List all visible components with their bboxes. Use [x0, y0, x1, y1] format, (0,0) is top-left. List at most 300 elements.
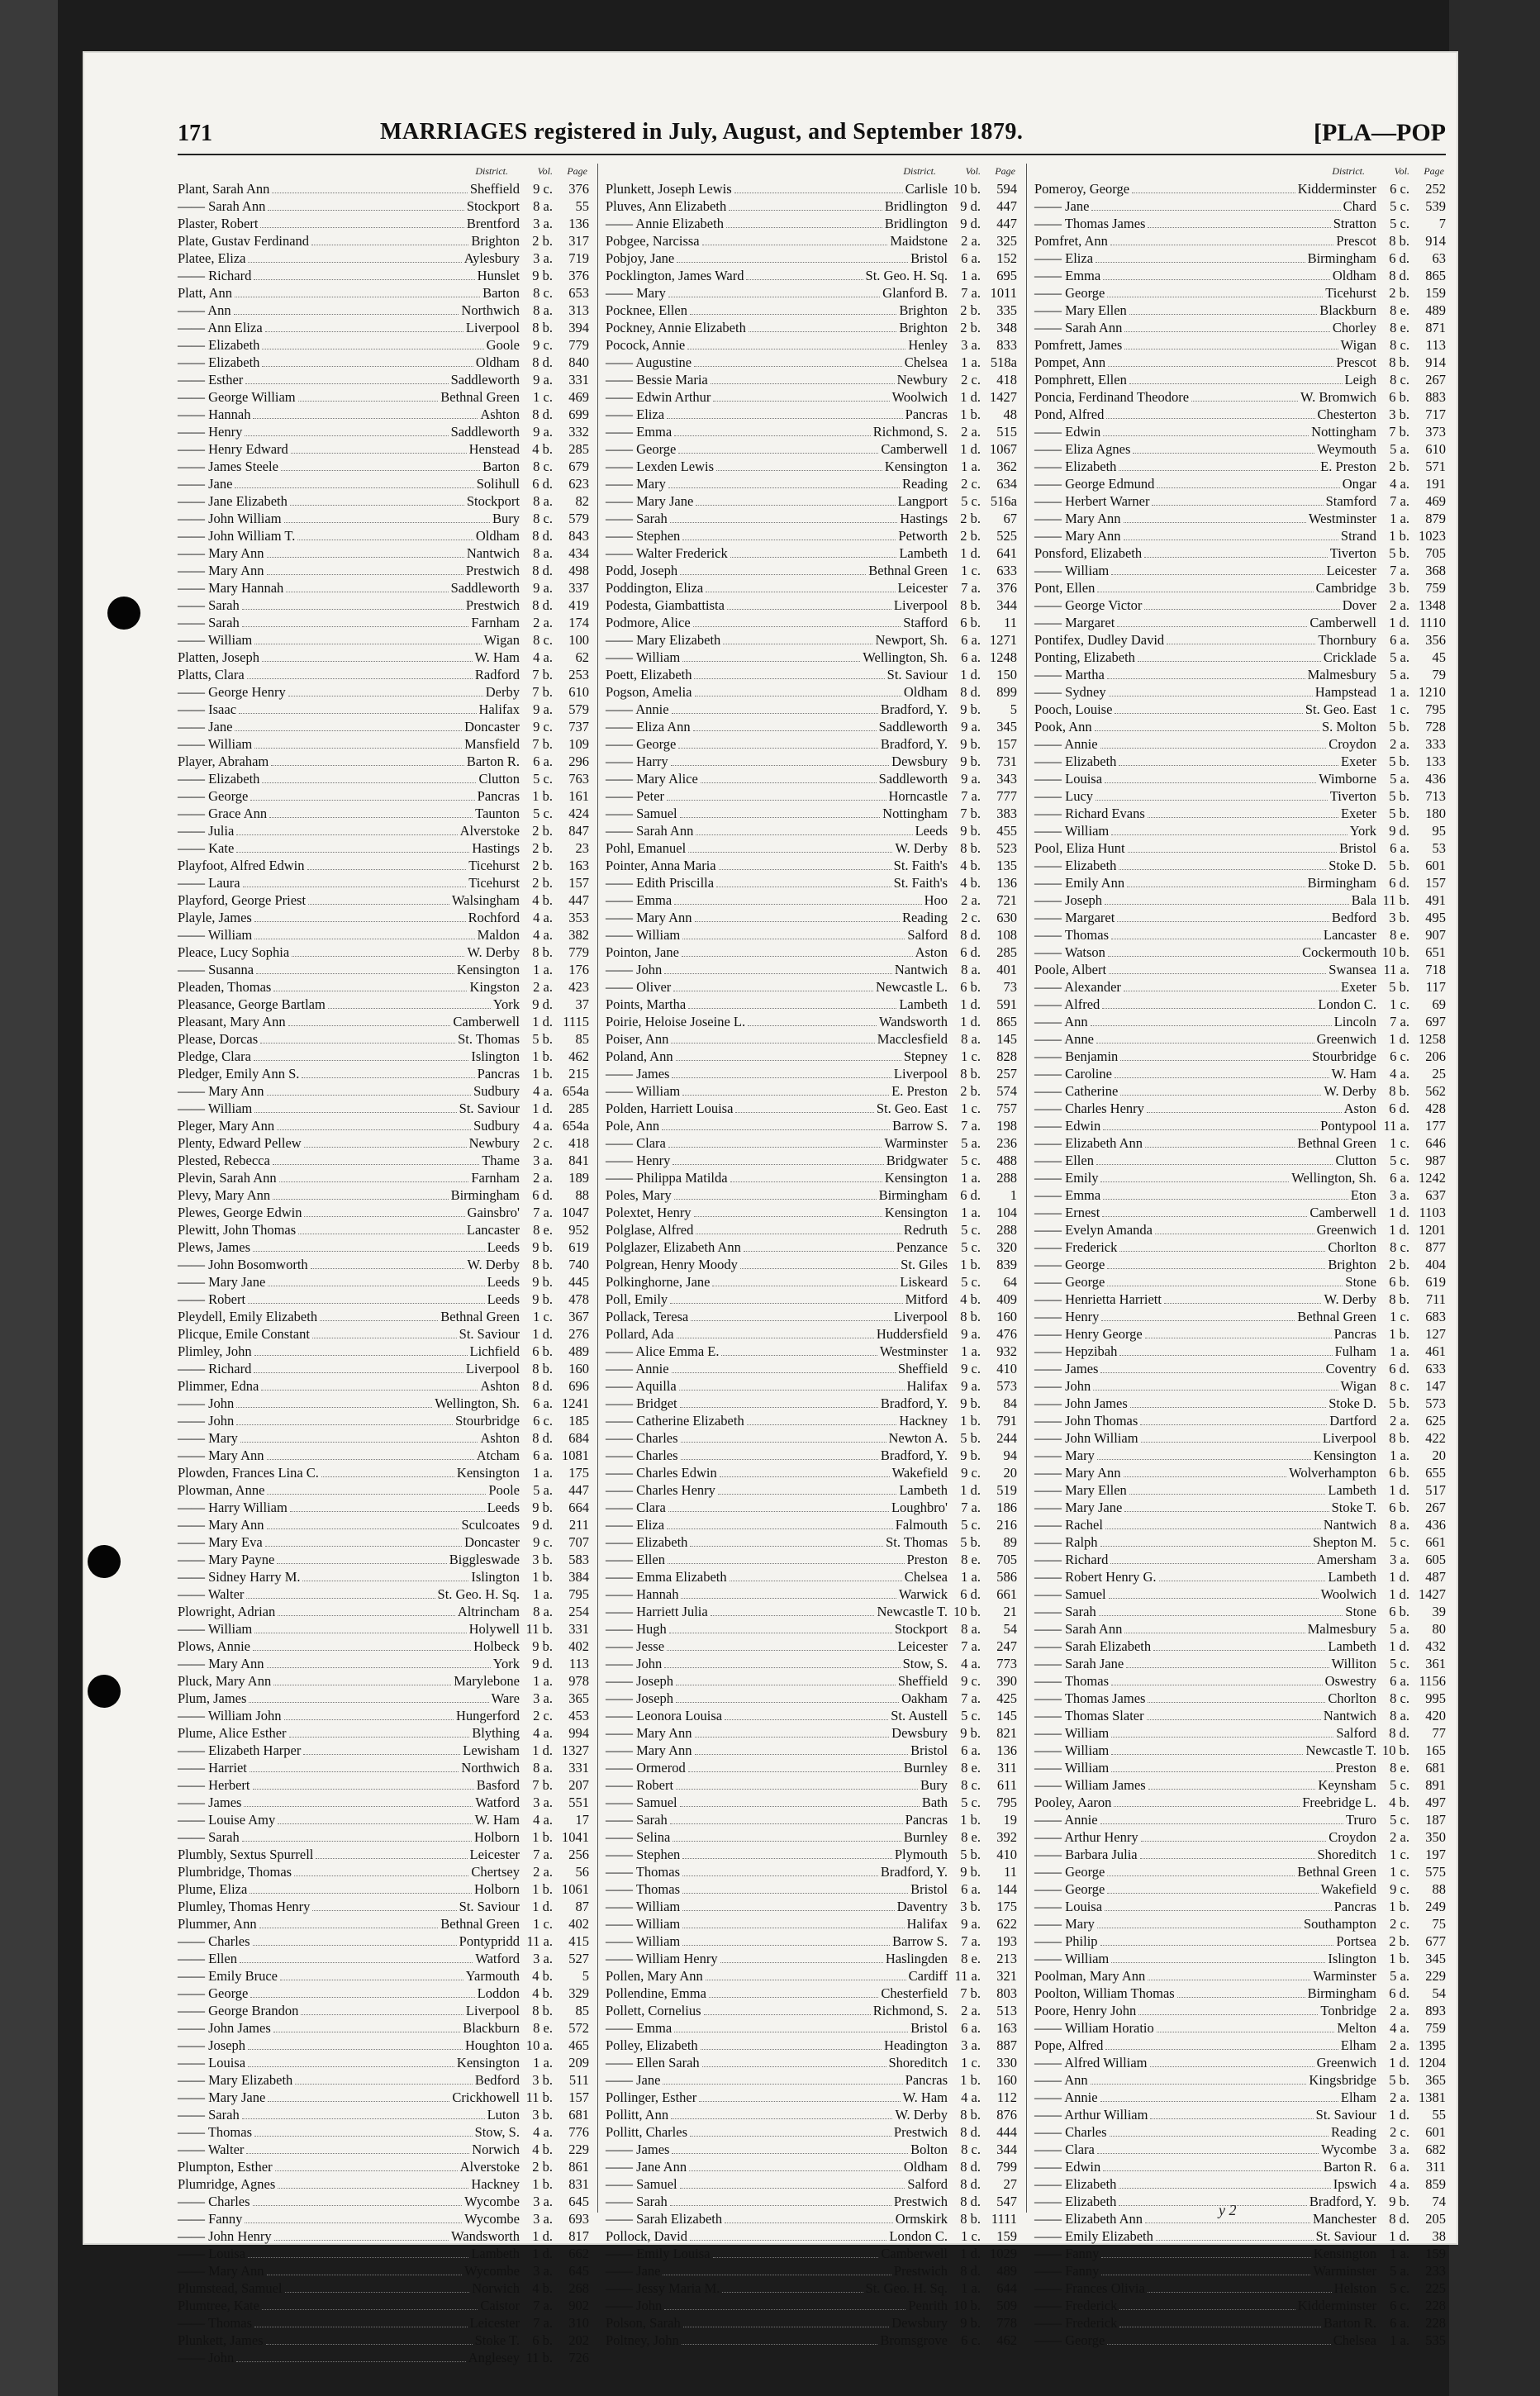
entry-volume: 1 b. — [960, 1413, 981, 1429]
entry-district: W. Bromwich — [1300, 389, 1376, 405]
entry-page: 865 — [1425, 268, 1446, 283]
entry-name: Pointer, Anna Maria — [606, 858, 716, 873]
entry-volume: 8 d. — [1389, 268, 1409, 283]
entry-page: 257 — [996, 1066, 1017, 1082]
entry-district: Liverpool — [465, 2003, 520, 2018]
entry-district: Leeds — [487, 1500, 520, 1515]
entry-page: 247 — [996, 1638, 1017, 1654]
entry-district: Pancras — [1333, 1326, 1376, 1342]
entry-name: —— Bridget — [606, 1395, 677, 1411]
entry-district: Warminster — [1313, 1968, 1376, 1984]
entry-name: —— Sarah Ann — [606, 823, 694, 839]
entry-page: 285 — [996, 944, 1017, 960]
entry-page: 160 — [568, 1361, 589, 1376]
register-entry — [178, 2089, 589, 2106]
leader-dots — [701, 2049, 882, 2050]
register-entry — [178, 1585, 589, 1603]
entry-page: 633 — [1425, 1361, 1446, 1376]
entry-district: Wellington, Sh. — [1291, 1170, 1376, 1186]
register-entry — [1034, 1620, 1446, 1638]
register-entry — [1034, 475, 1446, 492]
leader-dots — [667, 418, 903, 419]
register-entry — [606, 944, 1017, 961]
entry-name: Plewes, George Edwin — [178, 1205, 302, 1220]
register-entry — [1034, 1464, 1446, 1481]
entry-volume: 4 a. — [533, 1118, 553, 1134]
entry-page: 579 — [568, 511, 589, 526]
entry-district: Brighton — [471, 233, 520, 249]
entry-district: Saddleworth — [878, 719, 948, 734]
entry-page: 465 — [568, 2037, 589, 2053]
entry-name: Points, Martha — [606, 996, 687, 1012]
register-entry — [178, 1967, 589, 1985]
entry-page: 654a — [562, 1118, 589, 1134]
entry-page: 285 — [568, 441, 589, 457]
entry-district: Bradford, Y. — [880, 736, 948, 752]
leader-dots — [668, 1511, 889, 1512]
entry-volume: 8 d. — [1389, 1725, 1409, 1741]
entry-name: —— Louisa — [178, 2246, 246, 2261]
entry-name: —— Sarah — [606, 1812, 668, 1828]
entry-volume: 4 a. — [533, 1725, 553, 1741]
entry-name: —— Charles — [606, 1430, 678, 1446]
register-page — [83, 51, 1458, 2365]
entry-volume: 6 d. — [960, 1586, 981, 1602]
entry-page: 601 — [1425, 858, 1446, 873]
register-entry — [178, 354, 589, 371]
entry-page: 645 — [568, 2194, 589, 2209]
leader-dots — [277, 1129, 471, 1130]
entry-page: 495 — [1425, 910, 1446, 925]
leader-dots — [253, 1789, 474, 1790]
entry-district: Bolton — [910, 2142, 948, 2157]
register-entry — [178, 1932, 589, 1950]
register-entry — [1034, 1585, 1446, 1603]
entry-district: Stourbridge — [455, 1413, 520, 1429]
entry-name: —— Ann — [1034, 1014, 1088, 1029]
register-entry — [178, 2106, 589, 2123]
entry-name: —— Edith Priscilla — [606, 875, 715, 891]
entry-volume: 8 d. — [532, 406, 553, 422]
entry-district: Maldon — [477, 927, 520, 943]
entry-name: —— Annie — [606, 1361, 669, 1376]
register-entry — [606, 1672, 1017, 1690]
leader-dots — [663, 2084, 902, 2085]
leader-dots — [236, 834, 457, 835]
register-entry — [178, 1898, 589, 1915]
entry-district: Halifax — [906, 1916, 948, 1932]
entry-district: Petworth — [898, 528, 948, 544]
entry-volume: 1 a. — [533, 1673, 553, 1689]
entry-page: 737 — [568, 719, 589, 734]
register-entry — [606, 666, 1017, 683]
entry-page: 828 — [996, 1048, 1017, 1064]
register-entry — [1034, 1880, 1446, 1898]
entry-volume: 8 b. — [1389, 233, 1409, 249]
register-entry — [1034, 1134, 1446, 1152]
entry-volume: 4 a. — [961, 1656, 981, 1671]
leader-dots — [668, 1563, 905, 1564]
entry-district: Chorlton — [1328, 1690, 1376, 1706]
entry-district: Bridlington — [884, 216, 948, 231]
leader-dots — [727, 609, 891, 610]
entry-volume: 1 c. — [961, 1048, 981, 1064]
entry-district: Saddleworth — [450, 580, 520, 596]
entry-district: St. Saviour — [459, 1899, 520, 1914]
entry-district: Leicester — [897, 1638, 948, 1654]
entry-volume: 8 a. — [961, 1621, 981, 1637]
entry-name: —— Sarah — [606, 511, 668, 526]
register-entry — [1034, 1967, 1446, 1985]
entry-district: Stourbridge — [1312, 1048, 1376, 1064]
entry-volume: 11 b. — [1382, 892, 1409, 908]
leader-dots — [718, 1494, 896, 1495]
register-entry — [606, 1863, 1017, 1880]
register-entry — [606, 1585, 1017, 1603]
entry-page: 821 — [996, 1725, 1017, 1741]
leader-dots — [693, 626, 901, 627]
entry-page: 136 — [996, 1742, 1017, 1758]
register-entry — [178, 1221, 589, 1238]
entry-page: 174 — [568, 615, 589, 630]
register-entry — [1034, 2089, 1446, 2106]
entry-volume: 2 b. — [532, 875, 553, 891]
leader-dots — [321, 1476, 454, 1477]
entry-volume: 5 c. — [961, 1274, 981, 1290]
entry-name: —— Emma Elizabeth — [606, 1569, 727, 1585]
entry-volume: 1 d. — [960, 441, 981, 457]
entry-page: 1011 — [990, 285, 1017, 301]
entry-district: Aston — [1343, 1101, 1376, 1116]
register-entry — [178, 2349, 589, 2366]
entry-page: 163 — [996, 2020, 1017, 2036]
entry-name: Polden, Harriett Louisa — [606, 1101, 734, 1116]
entry-district: Prestwich — [465, 563, 520, 578]
leader-dots — [281, 470, 480, 471]
entry-page: 1067 — [990, 441, 1017, 457]
leader-dots — [240, 1442, 478, 1443]
leader-dots — [1124, 522, 1306, 523]
leader-dots — [1107, 1875, 1295, 1876]
entry-volume: 8 c. — [1390, 372, 1409, 387]
entry-page: 778 — [996, 2315, 1017, 2331]
entry-volume: 1 d. — [960, 2246, 981, 2261]
leader-dots — [1138, 661, 1321, 662]
register-entry — [606, 770, 1017, 787]
entry-district: Ticehurst — [1325, 285, 1376, 301]
entry-page: 288 — [996, 1170, 1017, 1186]
entry-page: 415 — [568, 1933, 589, 1949]
leader-dots — [678, 453, 878, 454]
entry-district: Bethnal Green — [440, 1916, 520, 1932]
entry-page: 54 — [1432, 1985, 1446, 2001]
entry-volume: 6 b. — [1389, 1274, 1409, 1290]
entry-volume: 9 d. — [960, 198, 981, 214]
entry-district: E. Preston — [1320, 459, 1376, 474]
entry-name: —— Eliza — [606, 1517, 665, 1533]
entry-page: 654a — [562, 1083, 589, 1099]
entry-page: 202 — [568, 2332, 589, 2348]
entry-volume: 4 a. — [533, 649, 553, 665]
entry-name: —— George — [1034, 285, 1105, 301]
entry-page: 85 — [575, 1031, 589, 1047]
entry-name: —— George — [1034, 1881, 1105, 1897]
leader-dots — [1103, 1129, 1318, 1130]
entry-name: —— Catherine Elizabeth — [606, 1413, 744, 1429]
entry-page: 424 — [568, 806, 589, 821]
entry-name: —— Frederick — [1034, 1239, 1118, 1255]
leader-dots — [682, 661, 860, 662]
register-entry — [1034, 2245, 1446, 2262]
entry-district: Prestwich — [893, 2263, 948, 2279]
register-entry — [1034, 2210, 1446, 2227]
leader-dots — [713, 2257, 879, 2258]
entry-page: 876 — [996, 2107, 1017, 2123]
entry-name: —— Lucy — [1034, 788, 1094, 804]
leader-dots — [273, 1199, 448, 1200]
entry-volume: 8 d. — [532, 563, 553, 578]
entry-name: —— William — [178, 927, 253, 943]
entry-name: Podesta, Giambattista — [606, 597, 725, 613]
entry-page: 418 — [568, 1135, 589, 1151]
register-entry — [1034, 1030, 1446, 1048]
entry-district: Blackburn — [1319, 302, 1376, 318]
leader-dots — [1100, 2101, 1338, 2102]
entry-district: Penrith — [908, 2298, 948, 2313]
entry-volume: 9 b. — [960, 1725, 981, 1741]
entry-name: Pont, Ellen — [1034, 580, 1096, 596]
leader-dots — [676, 1702, 899, 1703]
register-entry — [606, 735, 1017, 753]
entry-district: Birmingham — [1307, 875, 1376, 891]
entry-page: 695 — [996, 268, 1017, 283]
register-entry — [1034, 1412, 1446, 1429]
entry-page: 311 — [996, 1760, 1017, 1776]
entry-page: 1327 — [562, 1742, 589, 1758]
leader-dots — [1103, 2170, 1321, 2171]
entry-district: Chard — [1343, 198, 1376, 214]
entry-page: 331 — [568, 1760, 589, 1776]
entry-district: St. Saviour — [459, 1326, 520, 1342]
register-entry — [1034, 2123, 1446, 2141]
entry-district: Ticehurst — [468, 858, 520, 873]
register-entry — [178, 614, 589, 631]
register-entry — [1034, 354, 1446, 371]
leader-dots — [1147, 1112, 1342, 1113]
register-entry — [1034, 1013, 1446, 1030]
entry-page: 699 — [568, 406, 589, 422]
entry-district: Blything — [472, 1725, 520, 1741]
register-entry — [1034, 232, 1446, 250]
entry-district: Lancaster — [1323, 927, 1376, 943]
entry-district: Wigan — [1340, 1378, 1376, 1394]
register-entry — [178, 787, 589, 805]
entry-district: Coventry — [1325, 1361, 1376, 1376]
entry-volume: 1 c. — [533, 389, 553, 405]
entry-district: Hunslet — [477, 268, 520, 283]
register-entry — [606, 510, 1017, 527]
leader-dots — [680, 817, 881, 818]
leader-dots — [248, 262, 461, 263]
leader-dots — [253, 1650, 471, 1651]
entry-page: 20 — [1003, 1465, 1017, 1481]
entry-page: 651 — [1425, 944, 1446, 960]
entry-page: 1111 — [991, 2211, 1017, 2227]
leader-dots — [704, 2014, 871, 2015]
entry-volume: 9 b. — [1389, 2194, 1409, 2209]
entry-page: 228 — [1425, 2298, 1446, 2313]
leader-dots — [1105, 1910, 1332, 1911]
entry-district: Barrow S. — [892, 1118, 948, 1134]
entry-district: Prescot — [1336, 354, 1376, 370]
leader-dots — [1111, 834, 1348, 835]
entry-name: —— Edwin — [1034, 424, 1101, 440]
leader-dots — [688, 1771, 901, 1772]
register-entry — [1034, 2002, 1446, 2019]
entry-page: 113 — [1425, 337, 1446, 353]
entry-district: Sheffield — [897, 1673, 948, 1689]
entry-page: 661 — [996, 1586, 1017, 1602]
entry-page: 1348 — [1419, 597, 1446, 613]
entry-volume: 3 b. — [960, 1899, 981, 1914]
register-entry — [1034, 1065, 1446, 1082]
entry-district: Lambeth — [899, 1482, 948, 1498]
entry-name: —— John — [606, 2298, 663, 2313]
register-entry — [606, 1655, 1017, 1672]
entry-volume: 8 b. — [532, 2003, 553, 2018]
entry-page: 150 — [996, 667, 1017, 682]
leader-dots — [695, 1737, 890, 1738]
entry-name: —— Mary Alice — [606, 771, 698, 787]
entry-name: —— Edwin — [1034, 2159, 1101, 2175]
entry-district: Kidderminster — [1297, 181, 1376, 197]
entry-page: 333 — [1425, 736, 1446, 752]
entry-name: Plevy, Mary Ann — [178, 1187, 271, 1203]
leader-dots — [694, 678, 884, 679]
leader-dots — [1110, 1563, 1314, 1564]
entry-district: Islington — [471, 1569, 520, 1585]
page-content — [178, 117, 1446, 2365]
entry-volume: 8 d. — [960, 2194, 981, 2209]
entry-name: —— Annie Elizabeth — [606, 216, 724, 231]
entry-name: Plunkett, Joseph Lewis — [606, 181, 732, 197]
entry-volume: 8 b. — [532, 1257, 553, 1272]
entry-page: 476 — [996, 1326, 1017, 1342]
entry-page: 865 — [996, 1014, 1017, 1029]
entry-page: 21 — [1003, 1604, 1017, 1619]
entry-name: —— Samuel — [606, 1795, 677, 1810]
entry-district: Stoke D. — [1328, 1395, 1376, 1411]
leader-dots — [680, 574, 866, 575]
entry-page: 175 — [996, 1899, 1017, 1914]
register-entry — [606, 2280, 1017, 2297]
entry-name: —— Fanny — [1034, 2246, 1100, 2261]
entry-district: Oswestry — [1324, 1673, 1376, 1689]
leader-dots — [709, 1997, 878, 1998]
entry-volume: 9 c. — [533, 337, 553, 353]
entry-district: Burnley — [903, 1829, 948, 1845]
leader-dots — [691, 1320, 891, 1321]
entry-page: 523 — [996, 840, 1017, 856]
entry-volume: 2 a. — [1390, 1829, 1409, 1845]
entry-page: 995 — [1425, 1690, 1446, 1706]
entry-district: Loughbro' — [891, 1500, 948, 1515]
leader-dots — [1093, 1390, 1338, 1391]
leader-dots — [302, 1077, 474, 1078]
entry-volume: 1 a. — [961, 1343, 981, 1359]
entry-district: Halifax — [906, 1378, 948, 1394]
register-entry — [178, 996, 589, 1013]
leader-dots — [239, 713, 477, 714]
leader-dots — [730, 1181, 882, 1182]
entry-volume: 5 c. — [1390, 1153, 1409, 1168]
entry-volume: 3 a. — [533, 2211, 553, 2227]
register-entry — [178, 1481, 589, 1499]
entry-name: Plowright, Adrian — [178, 1604, 276, 1619]
entry-name: —— Mary — [178, 1430, 238, 1446]
entry-volume: 1 b. — [960, 2072, 981, 2088]
leader-dots — [250, 1997, 474, 1998]
register-entry — [606, 2071, 1017, 2089]
entry-district: Prestwich — [893, 2124, 948, 2140]
register-entry — [178, 2297, 589, 2314]
entry-volume: 6 a. — [961, 2020, 981, 2036]
entry-district: Stow, S. — [902, 1656, 948, 1671]
entry-district: Dartford — [1329, 1413, 1376, 1429]
entry-name: —— Charles Henry — [606, 1482, 715, 1498]
entry-name: Plumstead, Samuel — [178, 2280, 283, 2296]
register-entry — [178, 1516, 589, 1533]
entry-page: 434 — [568, 545, 589, 561]
leader-dots — [267, 574, 463, 575]
entry-volume: 3 a. — [533, 1690, 553, 1706]
register-entry — [1034, 1325, 1446, 1343]
entry-name: —— George Henry — [178, 684, 286, 700]
entry-district: W. Ham — [1331, 1066, 1376, 1082]
entry-name: —— Mary Ann — [178, 1656, 264, 1671]
leader-dots — [268, 2101, 449, 2102]
leader-dots — [267, 557, 464, 558]
entry-volume: 1 d. — [960, 667, 981, 682]
entry-volume: 8 a. — [533, 1604, 553, 1619]
entry-district: Mitford — [905, 1291, 948, 1307]
entry-name: —— Arthur William — [1034, 2107, 1148, 2123]
entry-name: Playfoot, Alfred Edwin — [178, 858, 305, 873]
entry-name: —— Susanna — [178, 962, 254, 977]
entry-district: Chertsey — [471, 1864, 520, 1880]
register-entry — [178, 492, 589, 510]
register-entry — [178, 440, 589, 458]
entry-district: Aylesbury — [463, 250, 520, 266]
entry-district: Warminster — [884, 1135, 948, 1151]
entry-district: Wakefield — [1320, 1881, 1376, 1897]
entry-volume: 9 a. — [961, 1326, 981, 1342]
entry-district: Nantwich — [1323, 1708, 1376, 1723]
entry-volume: 8 d. — [532, 354, 553, 370]
entry-volume: 8 e. — [961, 1829, 981, 1845]
entry-volume: 1 c. — [961, 563, 981, 578]
register-entry — [606, 978, 1017, 996]
entry-page: 619 — [568, 1239, 589, 1255]
entry-volume: 8 b. — [960, 1309, 981, 1324]
entry-volume: 6 b. — [1389, 389, 1409, 405]
entry-district: W. Derby — [467, 1257, 520, 1272]
entry-name: —— John — [606, 1656, 663, 1671]
entry-volume: 7 a. — [961, 285, 981, 301]
register-entry — [178, 388, 589, 406]
entry-volume: 1 c. — [1390, 1864, 1409, 1880]
entry-page: 887 — [996, 2037, 1017, 2053]
